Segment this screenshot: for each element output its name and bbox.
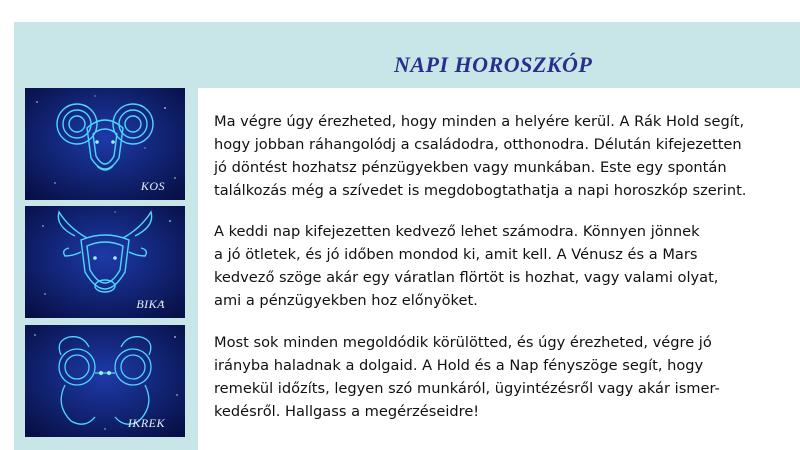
page-title: NAPI HOROSZKÓP <box>394 52 593 77</box>
sign-label: KOS <box>140 179 165 193</box>
sign-label: BIKA <box>136 297 165 311</box>
horoscope-paragraph: A keddi nap kifejezetten kedvező lehet számodra. Könnyen jönnek a jó ötletek, és jó időben mondod ki, amit kell. A Vénusz és a Mars kedvező szöge akár egy váratlan flörtöt is hozhat, vagy valami olyat, ami a pénzügyekben hoz előnyöket. <box>214 223 719 309</box>
horoscope-paragraph: Ma végre úgy érezheted, hogy minden a helyére kerül. A Rák Hold segít, hogy jobban ráhangolódj a családodra, otthonodra. Délután kifejezetten jó döntést hozhatsz pénzügyekben vagy munkában. Este egy spontán találkozás még a szívedet is megdobogtathatja a napi horoszkóp szerint. <box>214 113 747 199</box>
sign-card-ikrek <box>25 325 185 437</box>
sign-card-kos <box>25 88 185 200</box>
horoscope-paragraph: Most sok minden megoldódik körülötted, és úgy érezheted, végre jó irányba haladnak a dolgaid. A Hold és a Nap fényszöge segít, hogy remekül időzíts, legyen szó munkáról, ügyintézésről vagy akár ismer- kedésről. Hallgass a megérzéseidre! <box>214 334 720 420</box>
sign-label: IKREK <box>127 416 165 430</box>
sign-card-bika <box>25 206 185 318</box>
